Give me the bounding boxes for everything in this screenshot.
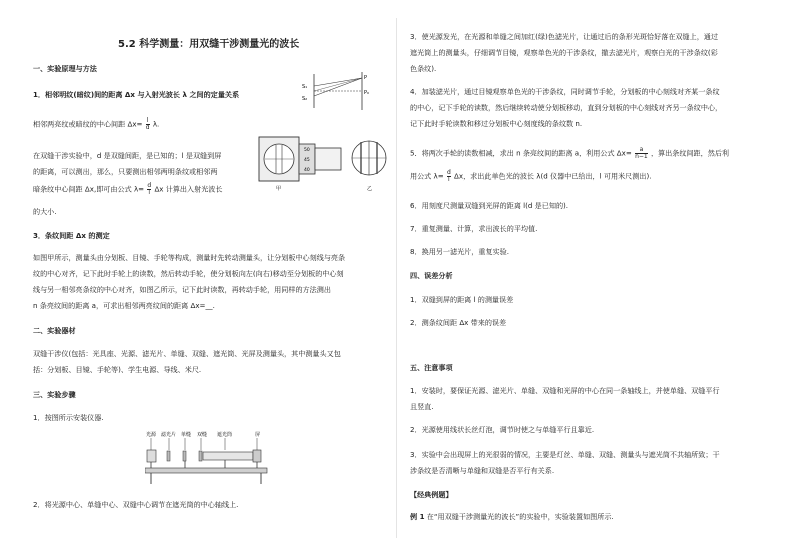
- paragraph-line: 的大小.: [33, 207, 57, 216]
- paragraph-line: 记下此时手轮读数和移过分划板中心刻度线的条纹数 n.: [410, 119, 583, 128]
- section-heading-steps: 三、实验步骤: [33, 390, 76, 399]
- paragraph-text: Δx，求出此单色光的波长 λ(d 仪器中已给出，l 可用米尺测出).: [454, 171, 652, 181]
- paragraph-line: 4．加装滤光片，通过目镜观察单色光的干涉条纹，同时调节手轮，分划板的中心刻线对齐某一条纹: [410, 87, 720, 96]
- formula-text: 相邻两亮纹或暗纹的中心间距 Δx=: [33, 119, 143, 129]
- double-slit-geometry-diagram: [300, 70, 370, 112]
- bench-label-double: 双缝: [197, 432, 208, 438]
- section-heading-notes: 五、注意事项: [410, 363, 453, 372]
- paragraph-text: Δx 计算出入射光波长: [154, 184, 223, 194]
- example-line: [410, 512, 614, 521]
- label-p0: P₀: [364, 90, 370, 96]
- paragraph-line: 7．重复测量、计算，求出波长的平均值.: [410, 224, 538, 233]
- paragraph-text: ，算出条纹间距，然后利: [651, 148, 730, 158]
- scale-label: 40: [304, 168, 310, 173]
- fringe-view-figure-yi: [347, 134, 392, 194]
- figure-caption-jia: 甲: [276, 186, 282, 192]
- bench-label-tube: 遮光筒: [217, 432, 233, 438]
- paragraph-line: 遮光筒上的测量头，仔细调节目镜，观察单色光的干涉条纹，撤去滤光片，观察白光的干涉条纹(彩: [410, 48, 718, 57]
- label-p: P: [364, 75, 368, 81]
- subheading-relation: 1．相邻明纹(暗纹)间的距离 Δx 与入射光波长 λ 之间的定量关系: [33, 90, 240, 99]
- bench-label-screen: 屏: [255, 432, 261, 438]
- step-line: 2．将光源中心、单缝中心、双缝中心调节在遮光筒的中心轴线上.: [33, 500, 239, 509]
- paragraph-line: 3．使光源发光，在光源和单缝之间加红(绿)色滤光片，让通过后的条形光斑恰好落在双缝上，通过: [410, 32, 718, 41]
- paragraph-line: 涉条纹是否清晰与单缝和双缝是否平行有关系.: [410, 466, 555, 475]
- paragraph-line: 且竖直.: [410, 402, 434, 411]
- measuring-head-figure-jia: [256, 134, 346, 194]
- paragraph-line: 色条纹).: [410, 64, 437, 73]
- column-divider: [396, 18, 397, 538]
- paragraph-text: 5．将两次手轮的读数相减，求出 n 条亮纹间的距离 a，利用公式 Δx=: [410, 148, 632, 158]
- list-item: 1．双缝到屏的距离 l 的测量误差: [410, 295, 514, 304]
- fraction-denominator: l: [148, 189, 151, 196]
- paragraph-line: [33, 183, 223, 196]
- step-line: 1．按图所示安装仪器.: [33, 413, 104, 422]
- paragraph-line: 3．实验中会出现屏上的光很弱的情况，主要是灯丝、单缝、双缝、测量头与遮光筒不共轴所致；干: [410, 450, 720, 459]
- paragraph-line: 2．光源使用线状长丝灯泡，调节时使之与单缝平行且靠近.: [410, 425, 595, 434]
- paragraph-line: [410, 170, 651, 183]
- fraction-numerator: d: [147, 182, 152, 189]
- inline-fraction: [635, 147, 648, 160]
- paragraph-line: 的中心，记下手轮的读数，然后继续转动使分划板移动，直到分划板的中心刻线对齐另一条纹中心，: [410, 103, 723, 112]
- fraction-denominator: n−1: [635, 153, 648, 160]
- paragraph-line: 8．换用另一滤光片，重复实验.: [410, 247, 509, 256]
- formula-line: [33, 118, 159, 131]
- example-label: 例 1: [410, 512, 425, 521]
- paragraph-line: 在双缝干涉实验中，d 是双缝间距，是已知的；l 是双缝到屏: [33, 151, 222, 160]
- formula-tail: λ.: [152, 119, 160, 129]
- scale-label: 50: [304, 148, 310, 153]
- fraction-numerator: d: [446, 169, 451, 176]
- paragraph-line: [410, 147, 729, 160]
- section-heading-principle: 一、实验原理与方法: [33, 64, 97, 73]
- optical-bench-figure: [145, 428, 270, 488]
- formula-frac-den: d: [145, 124, 150, 131]
- paragraph-line: 如图甲所示，测量头由分划板、目镜、手轮等构成，测量时先转动测量头，让分划板中心刻线与亮条: [33, 253, 346, 262]
- section-heading-error: 四、误差分析: [410, 271, 453, 280]
- subheading-measure: 3．条纹间距 Δx 的测定: [33, 231, 110, 240]
- bench-label-light: 光源: [146, 432, 157, 438]
- fraction-numerator: a: [635, 147, 648, 154]
- section-heading-equipment: 二、实验器材: [33, 326, 76, 335]
- paragraph-line: 双缝干涉仪(包括：光具座、光源、滤光片、单缝、双缝、遮光筒、光屏及测量头，其中测量头又包: [33, 349, 341, 358]
- list-item: 2．测条纹间距 Δx 带来的误差: [410, 318, 507, 327]
- paragraph-line: 6．用刻度尺测量双缝到光屏的距离 l(d 是已知的).: [410, 201, 569, 210]
- paragraph-line: 纹的中心对齐，记下此时手轮上的读数，然后转动手轮，使分划板向左(向右)移动至分划板的中心刻: [33, 269, 344, 278]
- bench-label-single: 单缝: [181, 432, 192, 438]
- bench-label-filter: 滤光片: [161, 432, 177, 438]
- paragraph-text: 暗条纹中心间距 Δx,即可由公式 λ=: [33, 184, 145, 194]
- fraction-denominator: l: [448, 176, 450, 183]
- inline-fraction: [447, 170, 451, 183]
- inline-fraction: [147, 183, 151, 196]
- formula-fraction: [146, 118, 150, 131]
- label-s2: S₂: [302, 96, 308, 102]
- figure-caption-yi: 乙: [367, 186, 373, 192]
- doc-title: 5.2 科学测量：用双缝干涉测量光的波长: [118, 39, 300, 50]
- scale-label: 45: [304, 158, 310, 163]
- section-heading-examples: 【经典例题】: [410, 490, 453, 499]
- paragraph-line: 1．安装时，要保证光源、滤光片、单缝、双缝和光屏的中心在同一条轴线上，并使单缝、双缝平行: [410, 386, 720, 395]
- paragraph-line: 括：分划板、目镜、手轮等)、学生电源、导线、米尺.: [33, 365, 202, 374]
- example-text: 在“用双缝干涉测量光的波长”的实验中，实验装置如图所示.: [424, 512, 614, 521]
- formula-frac-num: l: [146, 117, 149, 124]
- paragraph-line: 线与另一相邻亮条纹的中心对齐，如图乙所示，记下此时读数，再转动手轮，用同样的方法测出: [33, 285, 331, 294]
- paragraph-text: 用公式 λ=: [410, 171, 444, 181]
- paragraph-line: 的距离，可以测出，那么，只要测出相邻两明条纹或相邻两: [33, 167, 218, 176]
- paragraph-line: n 条亮纹间的距离 a，可求出相邻两亮纹间的距离 Δx=__.: [33, 301, 215, 310]
- label-s1: S₁: [302, 84, 308, 90]
